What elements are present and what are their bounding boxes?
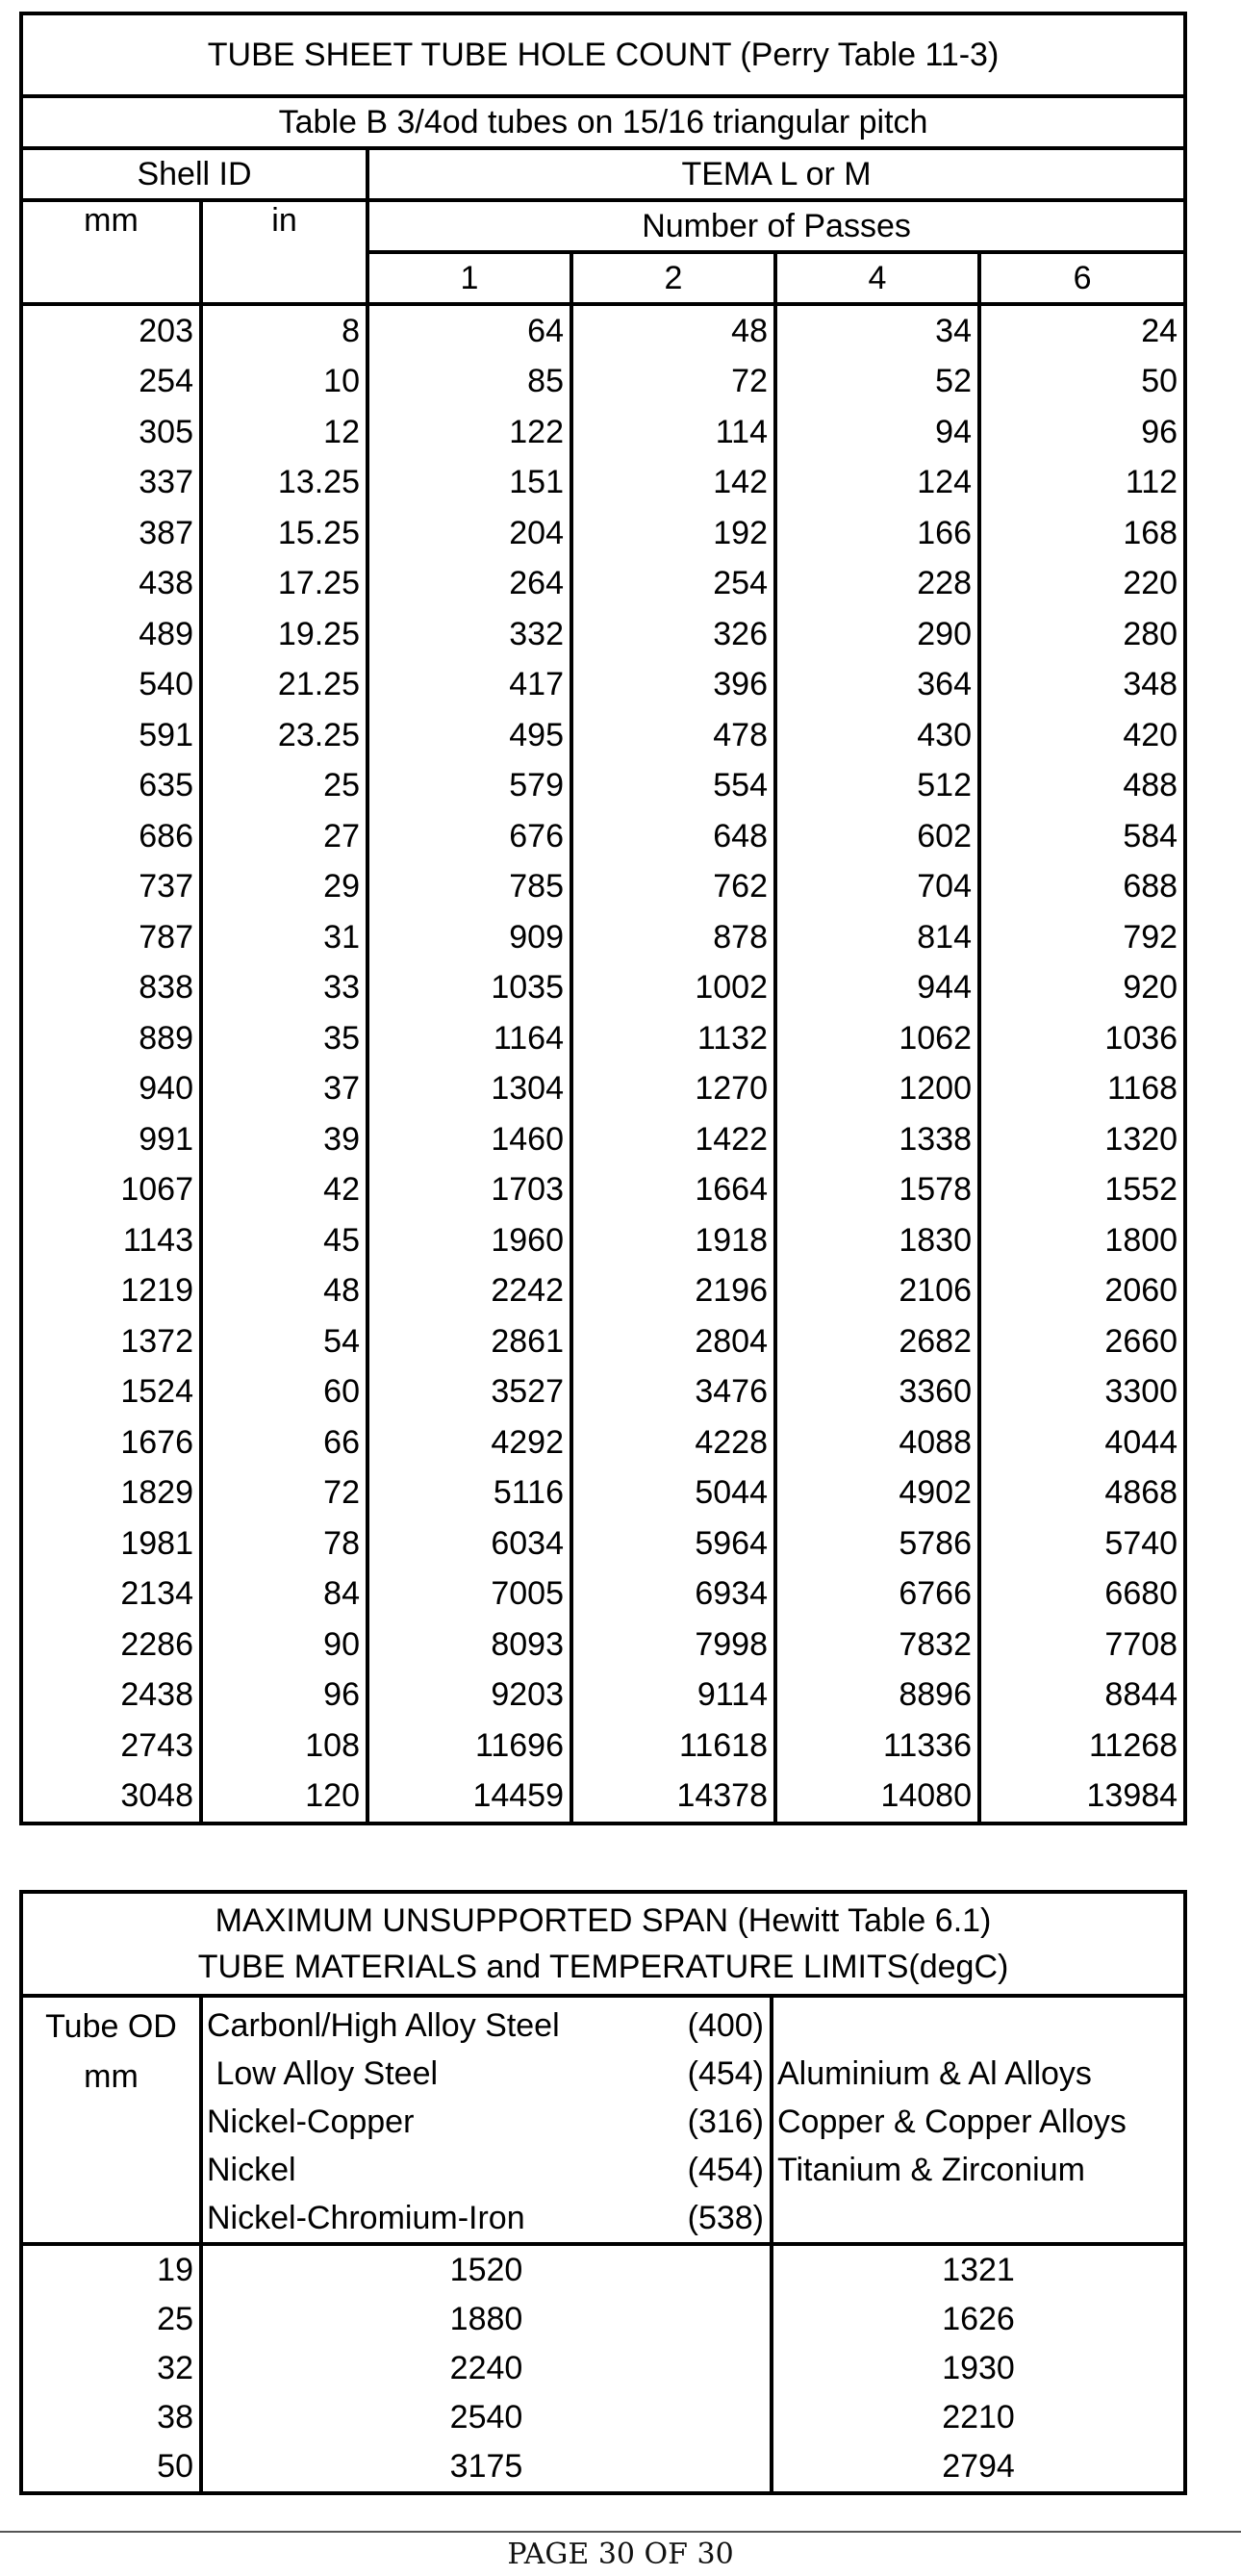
passes-1-cell: 495 (367, 710, 571, 761)
material-item (207, 2098, 766, 2146)
shell-in-cell: 35 (201, 1013, 367, 1064)
passes-4-cell: 34 (775, 304, 979, 357)
passes-1-cell: 2242 (367, 1266, 571, 1317)
passes-6-cell: 488 (979, 761, 1185, 812)
material-temp-limit: (538) (687, 2200, 764, 2236)
shell-mm-cell: 940 (139, 1070, 193, 1108)
table-row (21, 1013, 1185, 1064)
table-row (21, 1518, 1185, 1569)
passes-2-cell: 648 (571, 811, 775, 862)
passes-1-cell: 579 (367, 761, 571, 812)
table-row (21, 2244, 1185, 2295)
shell-in-cell: 10 (201, 357, 367, 408)
material-name: Carbonl/High Alloy Steel (207, 2007, 560, 2044)
table-row (21, 2344, 1185, 2393)
passes-4-cell: 228 (775, 559, 979, 610)
passes-4-cell: 6766 (775, 1569, 979, 1620)
passes-1-cell: 8093 (367, 1620, 571, 1671)
passes-6-cell: 6680 (979, 1569, 1185, 1620)
shell-mm-cell: 737 (139, 868, 193, 905)
passes-1-cell: 122 (367, 407, 571, 458)
passes-2-cell: 326 (571, 609, 775, 660)
shell-in-cell: 78 (201, 1518, 367, 1569)
passes-1-cell: 9203 (367, 1671, 571, 1722)
material-name: Nickel-Copper (207, 2104, 415, 2140)
passes-4-cell: 7832 (775, 1620, 979, 1671)
passes-4-cell: 290 (775, 609, 979, 660)
tube-count-table (19, 12, 1187, 1825)
passes-4-cell: 3360 (775, 1367, 979, 1418)
shell-mm-cell: 686 (139, 817, 193, 854)
shell-mm-cell: 1219 (120, 1272, 193, 1310)
passes-1-cell: 5116 (367, 1468, 571, 1519)
material-name: Nickel (207, 2152, 296, 2188)
passes-4-cell: 4902 (775, 1468, 979, 1519)
passes-4-cell: 124 (775, 458, 979, 509)
span-table-body (21, 2244, 1185, 2493)
table-row (21, 963, 1185, 1014)
steel-span-cell: 2240 (201, 2344, 772, 2393)
shell-mm-cell: 254 (139, 363, 193, 400)
table-row (21, 1671, 1185, 1722)
shell-mm-cell: 1067 (120, 1171, 193, 1209)
passes-1-cell: 11696 (367, 1721, 571, 1772)
table-row (21, 1114, 1185, 1165)
table-row (21, 761, 1185, 812)
shell-in-cell: 19.25 (201, 609, 367, 660)
passes-1-cell: 264 (367, 559, 571, 610)
shell-in-cell: 48 (201, 1266, 367, 1317)
footer-divider (0, 2531, 1241, 2533)
passes-2-cell: 192 (571, 508, 775, 559)
shell-mm-cell: 305 (139, 413, 193, 450)
material-temp-limit: (454) (687, 2055, 764, 2092)
alloy-item (777, 2194, 1179, 2242)
passes-6-cell: 168 (979, 508, 1185, 559)
passes-6-cell: 280 (979, 609, 1185, 660)
passes-2-cell: 1918 (571, 1215, 775, 1266)
span-title-line-1: MAXIMUM UNSUPPORTED SPAN (Hewitt Table 6.1) (215, 1902, 992, 1939)
table-row (21, 1417, 1185, 1468)
table-row (21, 559, 1185, 610)
passes-4-cell: 1830 (775, 1215, 979, 1266)
passes-6-cell: 24 (979, 304, 1185, 357)
shell-mm-cell: 337 (139, 464, 193, 501)
passes-6-cell: 348 (979, 660, 1185, 711)
shell-mm-cell: 203 (139, 312, 193, 349)
table-row (21, 811, 1185, 862)
table-row (21, 1064, 1185, 1115)
shell-in-cell: 13.25 (201, 458, 367, 509)
shell-in-cell: 90 (201, 1620, 367, 1671)
passes-4-cell: 704 (775, 862, 979, 913)
passes-2-cell: 2196 (571, 1266, 775, 1317)
passes-2-cell: 878 (571, 912, 775, 963)
shell-mm-cell: 787 (139, 918, 193, 956)
shell-in-cell: 15.25 (201, 508, 367, 559)
passes-1-cell: 151 (367, 458, 571, 509)
tube-od-cell: 38 (157, 2399, 193, 2436)
shell-mm-cell: 438 (139, 565, 193, 602)
passes-1-cell: 417 (367, 660, 571, 711)
passes-4-cell: 944 (775, 963, 979, 1014)
shell-mm-cell: 1143 (122, 1221, 193, 1259)
shell-mm-cell: 1676 (120, 1423, 193, 1461)
passes-2-cell: 5964 (571, 1518, 775, 1569)
shell-in-cell: 54 (201, 1316, 367, 1367)
shell-mm-cell: 1524 (120, 1373, 193, 1411)
shell-in-cell: 120 (201, 1772, 367, 1824)
passes-2-cell: 4228 (571, 1417, 775, 1468)
passes-1-cell: 909 (367, 912, 571, 963)
steel-span-cell: 1880 (201, 2295, 772, 2344)
tube-od-label: Tube OD (45, 2008, 177, 2045)
shell-mm-cell: 838 (139, 969, 193, 1007)
alloy-item: Copper & Copper Alloys (777, 2104, 1127, 2140)
shell-in-cell: 66 (201, 1417, 367, 1468)
passes-2-cell: 554 (571, 761, 775, 812)
shell-in-cell: 72 (201, 1468, 367, 1519)
shell-in-cell: 27 (201, 811, 367, 862)
passes-4-cell: 1200 (775, 1064, 979, 1115)
shell-mm-cell: 2438 (120, 1676, 193, 1714)
passes-2-cell: 48 (571, 304, 775, 357)
passes-2-cell: 3476 (571, 1367, 775, 1418)
passes-4-cell: 2682 (775, 1316, 979, 1367)
material-name: Nickel-Chromium-Iron (207, 2200, 525, 2236)
passes-2-cell: 142 (571, 458, 775, 509)
shell-in-cell: 33 (201, 963, 367, 1014)
passes-2-cell: 5044 (571, 1468, 775, 1519)
shell-mm-cell: 3048 (120, 1777, 193, 1815)
table-row (21, 660, 1185, 711)
passes-2-cell: 14378 (571, 1772, 775, 1824)
passes-4-cell: 602 (775, 811, 979, 862)
passes-6-cell: 4868 (979, 1468, 1185, 1519)
passes-2-cell: 6934 (571, 1569, 775, 1620)
mm-header: mm (21, 200, 201, 304)
table-row (21, 1266, 1185, 1317)
passes-1-cell: 785 (367, 862, 571, 913)
passes-1-cell: 1304 (367, 1064, 571, 1115)
passes-2-cell: 1664 (571, 1165, 775, 1216)
table-row (21, 304, 1185, 357)
table-subtitle: Table B 3/4od tubes on 15/16 triangular pitch (21, 96, 1185, 148)
steel-span-cell: 2540 (201, 2393, 772, 2442)
table-row (21, 1721, 1185, 1772)
table-title: TUBE SHEET TUBE HOLE COUNT (Perry Table 11-3) (21, 13, 1185, 96)
shell-mm-cell: 1829 (120, 1474, 193, 1512)
passes-4-cell: 1062 (775, 1013, 979, 1064)
table-row (21, 1620, 1185, 1671)
passes-4-cell: 364 (775, 660, 979, 711)
alloy-span-cell: 2210 (772, 2393, 1185, 2442)
passes-4-cell: 430 (775, 710, 979, 761)
passes-6-cell: 2660 (979, 1316, 1185, 1367)
tube-od-cell: 32 (157, 2350, 193, 2386)
passes-4-cell: 52 (775, 357, 979, 408)
alloy-item: Aluminium & Al Alloys (777, 2055, 1092, 2092)
passes-6-cell: 112 (979, 458, 1185, 509)
passes-6-cell: 1552 (979, 1165, 1185, 1216)
tube-od-cell: 25 (157, 2301, 193, 2337)
shell-in-cell: 45 (201, 1215, 367, 1266)
passes-2-cell: 1002 (571, 963, 775, 1014)
table-row (21, 458, 1185, 509)
table-row (21, 1468, 1185, 1519)
passes-1-cell: 64 (367, 304, 571, 357)
passes-4-cell: 1578 (775, 1165, 979, 1216)
table-row (21, 2295, 1185, 2344)
passes-4-cell: 166 (775, 508, 979, 559)
passes-1-cell: 14459 (367, 1772, 571, 1824)
passes-6-cell: 920 (979, 963, 1185, 1014)
material-temp-limit: (400) (687, 2007, 764, 2044)
passes-1-cell: 4292 (367, 1417, 571, 1468)
shell-mm-cell: 2743 (120, 1726, 193, 1764)
shell-mm-cell: 1981 (120, 1524, 193, 1562)
passes-2-cell: 114 (571, 407, 775, 458)
passes-1-cell: 85 (367, 357, 571, 408)
shell-in-cell: 25 (201, 761, 367, 812)
shell-in-cell: 96 (201, 1671, 367, 1722)
tube-od-header (21, 1996, 201, 2244)
shell-in-cell: 12 (201, 407, 367, 458)
table-row (21, 862, 1185, 913)
alloy-span-cell: 1626 (772, 2295, 1185, 2344)
passes-1-cell: 1960 (367, 1215, 571, 1266)
shell-mm-cell: 991 (139, 1120, 193, 1158)
alloy-item: Titanium & Zirconium (777, 2152, 1085, 2188)
shell-in-cell: 23.25 (201, 710, 367, 761)
tube-count-body (21, 304, 1185, 1824)
passes-2-cell: 9114 (571, 1671, 775, 1722)
passes-2-cell: 1422 (571, 1114, 775, 1165)
shell-in-cell: 84 (201, 1569, 367, 1620)
table-row (21, 407, 1185, 458)
passes-6-cell: 50 (979, 357, 1185, 408)
shell-mm-cell: 2134 (120, 1575, 193, 1613)
table-row (21, 609, 1185, 660)
table-row (21, 1316, 1185, 1367)
passes-6-cell: 584 (979, 811, 1185, 862)
passes-1-cell: 676 (367, 811, 571, 862)
passes-6-cell: 13984 (979, 1772, 1185, 1824)
passes-4-cell: 14080 (775, 1772, 979, 1824)
passes-6-cell: 11268 (979, 1721, 1185, 1772)
passes-6-cell: 420 (979, 710, 1185, 761)
table-row (21, 2442, 1185, 2493)
passes-4-cell: 5786 (775, 1518, 979, 1569)
passes-6-cell: 1036 (979, 1013, 1185, 1064)
passes-6-cell: 1320 (979, 1114, 1185, 1165)
alloy-item (777, 2002, 1179, 2050)
shell-mm-cell: 489 (139, 615, 193, 652)
passes-1-cell: 3527 (367, 1367, 571, 1418)
material-name: Low Alloy Steel (207, 2055, 439, 2092)
shell-in-cell: 21.25 (201, 660, 367, 711)
steel-materials-header (201, 1996, 772, 2244)
passes-6-cell: 1800 (979, 1215, 1185, 1266)
passes-4-cell: 1338 (775, 1114, 979, 1165)
table-row (21, 912, 1185, 963)
passes-2-cell: 254 (571, 559, 775, 610)
pass-2-header: 2 (571, 252, 775, 304)
pass-1-header: 1 (367, 252, 571, 304)
passes-1-cell: 2861 (367, 1316, 571, 1367)
passes-6-cell: 8844 (979, 1671, 1185, 1722)
passes-6-cell: 3300 (979, 1367, 1185, 1418)
material-temp-limit: (454) (687, 2152, 764, 2188)
steel-span-cell: 3175 (201, 2442, 772, 2493)
shell-in-cell: 31 (201, 912, 367, 963)
passes-header: Number of Passes (367, 200, 1185, 252)
table-row (21, 1215, 1185, 1266)
page-number: PAGE 30 OF 30 (507, 2538, 734, 2571)
passes-1-cell: 6034 (367, 1518, 571, 1569)
span-table-title (21, 1892, 1185, 1996)
passes-4-cell: 814 (775, 912, 979, 963)
shell-in-cell: 42 (201, 1165, 367, 1216)
passes-1-cell: 204 (367, 508, 571, 559)
alloy-materials-header (772, 1996, 1185, 2244)
table-row (21, 1569, 1185, 1620)
passes-6-cell: 688 (979, 862, 1185, 913)
shell-mm-cell: 2286 (120, 1625, 193, 1663)
shell-in-cell: 29 (201, 862, 367, 913)
material-item (207, 2050, 766, 2098)
shell-in-cell: 39 (201, 1114, 367, 1165)
passes-2-cell: 72 (571, 357, 775, 408)
passes-2-cell: 2804 (571, 1316, 775, 1367)
material-item (207, 2194, 766, 2242)
alloy-span-cell: 1930 (772, 2344, 1185, 2393)
shell-mm-cell: 591 (139, 716, 193, 753)
alloy-span-cell: 1321 (772, 2244, 1185, 2295)
pass-6-header: 6 (979, 252, 1185, 304)
passes-4-cell: 512 (775, 761, 979, 812)
passes-4-cell: 2106 (775, 1266, 979, 1317)
shell-in-cell: 17.25 (201, 559, 367, 610)
tube-od-cell: 19 (157, 2252, 193, 2288)
shell-mm-cell: 889 (139, 1019, 193, 1057)
shell-mm-cell: 387 (139, 514, 193, 551)
span-table (19, 1890, 1187, 2495)
passes-6-cell: 792 (979, 912, 1185, 963)
passes-6-cell: 220 (979, 559, 1185, 610)
passes-1-cell: 1703 (367, 1165, 571, 1216)
passes-1-cell: 1460 (367, 1114, 571, 1165)
shell-mm-cell: 635 (139, 767, 193, 804)
passes-4-cell: 4088 (775, 1417, 979, 1468)
shell-in-cell: 60 (201, 1367, 367, 1418)
passes-6-cell: 7708 (979, 1620, 1185, 1671)
passes-6-cell: 96 (979, 407, 1185, 458)
passes-6-cell: 4044 (979, 1417, 1185, 1468)
passes-2-cell: 396 (571, 660, 775, 711)
alloy-span-cell: 2794 (772, 2442, 1185, 2493)
passes-1-cell: 1035 (367, 963, 571, 1014)
passes-2-cell: 7998 (571, 1620, 775, 1671)
tube-od-cell: 50 (157, 2448, 193, 2485)
table-row (21, 1367, 1185, 1418)
passes-2-cell: 1132 (571, 1013, 775, 1064)
tube-od-unit: mm (84, 2058, 139, 2095)
material-temp-limit: (316) (687, 2104, 764, 2140)
in-header: in (201, 200, 367, 304)
passes-1-cell: 1164 (367, 1013, 571, 1064)
pass-4-header: 4 (775, 252, 979, 304)
passes-1-cell: 332 (367, 609, 571, 660)
table-row (21, 508, 1185, 559)
material-item (207, 2146, 766, 2194)
table-row (21, 710, 1185, 761)
table-row (21, 1772, 1185, 1824)
table-row (21, 2393, 1185, 2442)
table-row (21, 1165, 1185, 1216)
passes-2-cell: 762 (571, 862, 775, 913)
passes-1-cell: 7005 (367, 1569, 571, 1620)
passes-6-cell: 1168 (979, 1064, 1185, 1115)
shell-id-header: Shell ID (21, 148, 367, 200)
table-row (21, 357, 1185, 408)
passes-2-cell: 11618 (571, 1721, 775, 1772)
passes-4-cell: 94 (775, 407, 979, 458)
tema-header: TEMA L or M (367, 148, 1185, 200)
shell-in-cell: 37 (201, 1064, 367, 1115)
steel-span-cell: 1520 (201, 2244, 772, 2295)
passes-2-cell: 1270 (571, 1064, 775, 1115)
shell-in-cell: 8 (201, 304, 367, 357)
passes-6-cell: 5740 (979, 1518, 1185, 1569)
passes-4-cell: 8896 (775, 1671, 979, 1722)
shell-mm-cell: 1372 (120, 1322, 193, 1360)
passes-4-cell: 11336 (775, 1721, 979, 1772)
shell-in-cell: 108 (201, 1721, 367, 1772)
shell-mm-cell: 540 (139, 666, 193, 703)
span-title-line-2: TUBE MATERIALS and TEMPERATURE LIMITS(degC) (197, 1949, 1009, 1985)
passes-6-cell: 2060 (979, 1266, 1185, 1317)
material-item (207, 2002, 766, 2050)
passes-2-cell: 478 (571, 710, 775, 761)
